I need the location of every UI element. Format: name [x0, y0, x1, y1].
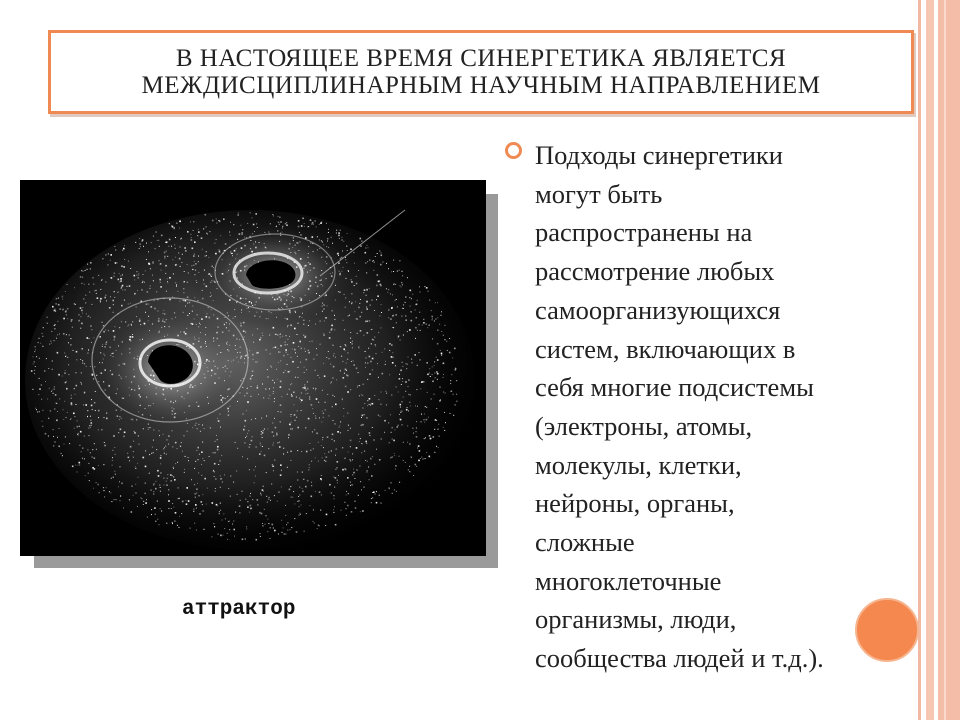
bullet-text-line: молекулы, клетки, [535, 449, 742, 480]
slide-title-line-1: В НАСТОЯЩЕЕ ВРЕМЯ СИНЕРГЕТИКА ЯВЛЯЕТСЯ [175, 45, 787, 72]
bullet-text-line: сообщества людей и т.д.). [535, 643, 824, 674]
bullet-text-line: Подходы синергетики [535, 140, 783, 170]
slide-title-box [48, 30, 914, 114]
bullet-text-line: нейроны, органы, [535, 488, 735, 519]
attractor-caption: аттрактор [182, 598, 296, 621]
bullet-text-line: рассмотрение любых [535, 256, 775, 287]
bullet-text-line: самоорганизующихся [535, 294, 781, 325]
decor-stripe-highlight [944, 0, 946, 720]
attractor-image [20, 180, 486, 556]
decor-orange-circle [855, 598, 919, 662]
bullet-text-line: себя многие подсистемы [535, 372, 814, 403]
bullet-text-line: (электроны, атомы, [535, 410, 753, 441]
bullet-text [535, 136, 935, 678]
bullet-text-line: систем, включающих в [535, 333, 796, 364]
ring-bullet-icon [505, 142, 522, 159]
bullet-text-line: многоклеточные [535, 565, 722, 596]
bullet-text-line: сложные [535, 527, 635, 558]
bullet-text-line: организмы, люди, [535, 604, 737, 635]
bullet-text-line: распространены на [535, 217, 753, 248]
decor-stripe-wide [938, 0, 960, 720]
attractor-figure [20, 180, 486, 556]
bullet-text-line: могут быть [535, 178, 663, 209]
slide-title-line-2: МЕЖДИСЦИПЛИНАРНЫМ НАУЧНЫМ НАПРАВЛЕНИЕМ [141, 72, 821, 99]
